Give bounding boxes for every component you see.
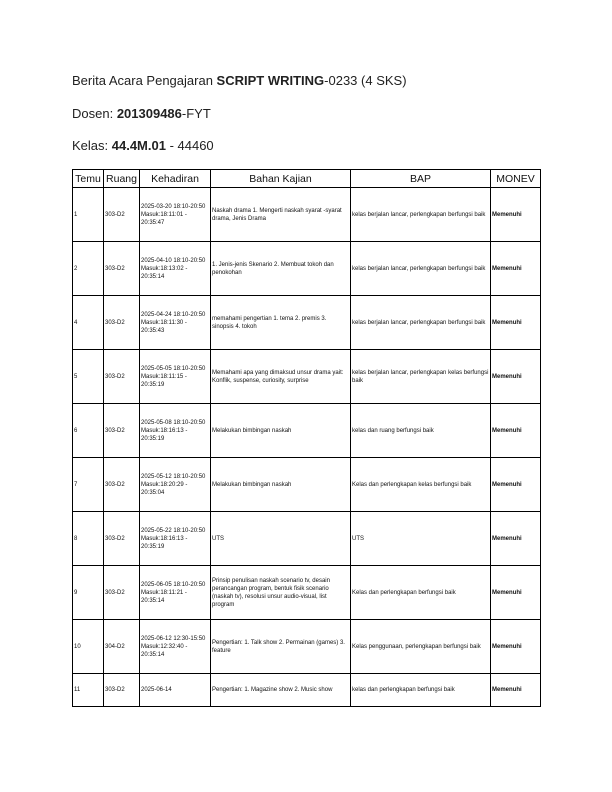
cell-ruang: 303-D2 [104,242,140,296]
cell-ruang: 303-D2 [104,350,140,404]
col-header-kehadiran: Kehadiran [140,170,211,188]
cell-bahan-kajian: Pengertian: 1. Talk show 2. Permainan (games) 3. feature [211,620,351,674]
dosen-label: Dosen: [72,106,117,121]
table-row [73,404,541,458]
cell-temu: 7 [73,458,104,512]
cell-monev: Memenuhi [491,620,541,674]
cell-bahan-kajian: Melakukan bimbingan naskah [211,404,351,458]
table-row [73,242,541,296]
table-row [73,512,541,566]
attendance-table [72,169,541,707]
cell-temu: 1 [73,188,104,242]
page-title [72,73,407,88]
cell-bap: kelas berjalan lancar, perlengkapan kelas berfungsi baik [351,350,491,404]
cell-temu: 6 [73,404,104,458]
cell-temu: 11 [73,674,104,707]
course-code: -0233 (4 SKS) [324,73,407,88]
col-header-bap: BAP [351,170,491,188]
cell-bap: Kelas penggunaan, perlengkapan berfungsi baik [351,620,491,674]
cell-kehadiran: 2025-06-14 [140,674,211,707]
table-row [73,350,541,404]
cell-monev: Memenuhi [491,296,541,350]
kelas-suffix: - 44460 [165,138,214,153]
cell-temu: 8 [73,512,104,566]
cell-kehadiran: 2025-04-24 18:10-20:50 Masuk:18:11:30 - 20:35:43 [140,296,211,350]
cell-temu: 2 [73,242,104,296]
cell-kehadiran: 2025-05-08 18:10-20:50 Masuk:18:16:13 - 20:35:19 [140,404,211,458]
cell-ruang: 303-D2 [104,458,140,512]
cell-temu: 4 [73,296,104,350]
table-row [73,188,541,242]
cell-monev: Memenuhi [491,458,541,512]
cell-bahan-kajian: 1. Jenis-jenis Skenario 2. Membuat tokoh dan penokohan [211,242,351,296]
cell-bap: kelas dan perlengkapan berfungsi baik [351,674,491,707]
cell-bap: kelas berjalan lancar, perlengkapan berfungsi baik [351,188,491,242]
cell-bahan-kajian: Prinsip penulisan naskah scenario tv, desain perancangan program, bentuk fisik scenario (naskah tv), resolusi unsur audio-visual, list program [211,566,351,620]
table-row [73,458,541,512]
cell-bap: Kelas dan perlengkapan kelas berfungsi baik [351,458,491,512]
col-header-monev: MONEV [491,170,541,188]
kelas-line [72,138,214,153]
cell-monev: Memenuhi [491,674,541,707]
cell-kehadiran: 2025-06-05 18:10-20:50 Masuk:18:11:21 - 20:35:14 [140,566,211,620]
cell-ruang: 303-D2 [104,296,140,350]
cell-monev: Memenuhi [491,242,541,296]
col-header-ruang: Ruang [104,170,140,188]
cell-bahan-kajian: Melakukan bimbingan naskah [211,458,351,512]
cell-monev: Memenuhi [491,566,541,620]
cell-kehadiran: 2025-05-12 18:10-20:50 Masuk:18:20:29 - 20:35:04 [140,458,211,512]
cell-monev: Memenuhi [491,188,541,242]
cell-ruang: 303-D2 [104,674,140,707]
cell-ruang: 303-D2 [104,566,140,620]
table-row [73,296,541,350]
cell-bap: kelas dan ruang berfungsi baik [351,404,491,458]
cell-ruang: 303-D2 [104,512,140,566]
cell-bap: kelas berjalan lancar, perlengkapan berfungsi baik [351,242,491,296]
dosen-id: 201309486 [116,106,182,121]
table-row [73,620,541,674]
cell-ruang: 303-D2 [104,404,140,458]
table-header-row [73,170,541,188]
cell-bahan-kajian: UTS [211,512,351,566]
table-row [73,566,541,620]
cell-bap: Kelas dan perlengkapan berfungsi baik [351,566,491,620]
cell-bahan-kajian: Memahami apa yang dimaksud unsur drama yait: Konflik, suspense, curiosity, surprise [211,350,351,404]
cell-kehadiran: 2025-05-05 18:10-20:50 Masuk:18:11:15 - 20:35:19 [140,350,211,404]
cell-temu: 9 [73,566,104,620]
col-header-temu: Temu [73,170,104,188]
cell-temu: 10 [73,620,104,674]
course-name: SCRIPT WRITING [216,73,325,88]
cell-kehadiran: 2025-05-22 18:10-20:50 Masuk:18:16:13 - 20:35:19 [140,512,211,566]
cell-ruang: 303-D2 [104,188,140,242]
cell-ruang: 304-D2 [104,620,140,674]
cell-bahan-kajian: memahami pengertian 1. tema 2. premis 3. sinopsis 4. tokoh [211,296,351,350]
cell-kehadiran: 2025-03-20 18:10-20:50 Masuk:18:11:01 - 20:35:47 [140,188,211,242]
dosen-suffix: -FYT [181,106,211,121]
col-header-bahan-kajian: Bahan Kajian [211,170,351,188]
cell-monev: Memenuhi [491,512,541,566]
cell-monev: Memenuhi [491,350,541,404]
title-prefix: Berita Acara Pengajaran [72,73,217,88]
cell-monev: Memenuhi [491,404,541,458]
table-row [73,674,541,707]
cell-bahan-kajian: Pengertian: 1. Magazine show 2. Music show [211,674,351,707]
cell-bahan-kajian: Naskah drama 1. Mengerti naskah syarat -syarat drama, Jenis Drama [211,188,351,242]
cell-bap: UTS [351,512,491,566]
cell-temu: 5 [73,350,104,404]
cell-kehadiran: 2025-06-12 12:30-15:50 Masuk:12:32:40 - 20:35:14 [140,620,211,674]
dosen-line [72,106,211,121]
cell-bap: kelas berjalan lancar, perlengkapan berfungsi baik [351,296,491,350]
kelas-id: 44.4M.01 [111,138,166,153]
kelas-label: Kelas: [72,138,112,153]
cell-kehadiran: 2025-04-10 18:10-20:50 Masuk:18:13:02 - 20:35:14 [140,242,211,296]
